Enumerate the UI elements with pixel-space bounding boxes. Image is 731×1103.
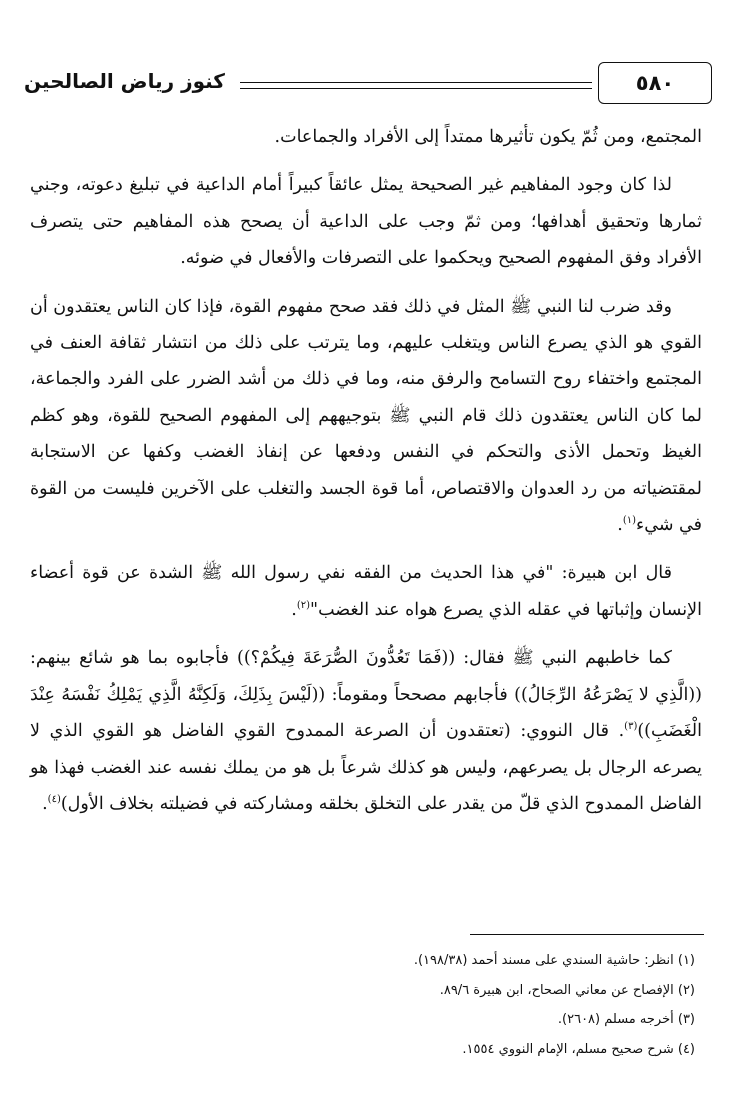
footnote-separator [470,934,704,935]
header-rule [240,88,592,89]
footnote: (١) انظر: حاشية السندي على مسند أحمد (١٩٨/٣٨). [413,953,695,968]
paragraph: قال ابن هبيرة: "في هذا الحديث من الفقه نفي رسول الله ﷺ الشدة عن قوة أعضاء الإنسان وإثباتها في عقله الذي يصرع هواه عند الغضب"$^{(٢)}$. [30,563,702,620]
footnote-ref: (١) [622,515,636,527]
page-header [22,62,712,106]
footnote: (٢) الإفصاح عن معاني الصحاح، ابن هبيرة ٨٩/٦. [439,982,695,998]
footnote-ref: (٤) [47,794,61,806]
page-number: ٥٨٠ [598,62,712,104]
footnotes [30,946,695,1064]
header-rule [240,82,592,83]
book-title: كنوز رياض الصالحين [24,69,225,93]
paragraph: لذا كان وجود المفاهيم غير الصحيحة يمثل عائقاً كبيراً أمام الداعية في تبليغ دعوته، وجني ثمارها وتحقيق أهدافها؛ ومن ثمّ وجب على الداعية أن يصحح هذه المفاهيم حتى يتصرف الأفراد وفق المفهوم الصحيح ويحكموا على التصرفات والأفعال في ضوئه. [30,175,702,269]
footnote: (٤) شرح صحيح مسلم، الإمام النووي ١٥٥٤. [462,1041,695,1057]
footnote-ref: (٣) [624,721,638,733]
footnote: (٣) أخرجه مسلم (٢٦٠٨). [557,1012,695,1027]
paragraph: المجتمع، ومن ثُمّ يكون تأثيرها ممتداً إلى الأفراد والجماعات. [274,127,702,147]
main-text [30,119,702,834]
footnote-ref: (٢) [296,600,311,612]
paragraph: وقد ضرب لنا النبي ﷺ المثل في ذلك فقد صحح مفهوم القوة، فإذا كان الناس يعتقدون أن القوي هو الذي يصرع الناس ويتغلب عليهم، وما يترتب على ذلك من انتشار ثقافة العنف في المجتمع واختفاء روح التسامح والرفق منه، وما في ذلك من أشد الضرر على الفرد والجماعة، لما كان الناس يعتقدون ذلك قام النبي ﷺ بتوجيههم إلى المفهوم الصحيح للقوة، وهو كظم الغيظ وتحمل الأذى والتحكم في النفس ودفعها عن إنفاذ الغضب وكفها عن الاستجابة لمقتضياته من رد العدوان والاقتصاص، أما قوة الجسد والتغلب على الآخرين فليست من القوة في شيء$^{(١)}$. [30,296,702,536]
paragraph: كما خاطبهم النبي ﷺ فقال: ((فَمَا تَعُدُّونَ الصُّرَعَةَ فِيكُمْ؟)) فأجابوه بما هو شائع بينهم: ((الَّذِي لا يَصْرَعُهُ الرِّجَالُ)) فأجابهم مصححاً ومقوماً: ((لَيْسَ بِذَلِكَ، وَلَكِنَّهُ الَّذِي يَمْلِكُ نَفْسَهُ عِنْدَ الْغَضَبِ))$^{(٣)}$. قال النووي: (تعتقدون أن الصرعة الممدوح القوي الفاضل هو القوي الذي لا يصرعه الرجال بل يصرعهم، وليس هو كذلك شرعاً بل هو من يملك نفسه عند الغضب فهذا هو الفاضل الممدوح الذي قلّ من يقدر على التخلق بخلقه ومشاركته في فضيلته بخلاف الأول)$^{(٤)}$. [30,648,702,814]
